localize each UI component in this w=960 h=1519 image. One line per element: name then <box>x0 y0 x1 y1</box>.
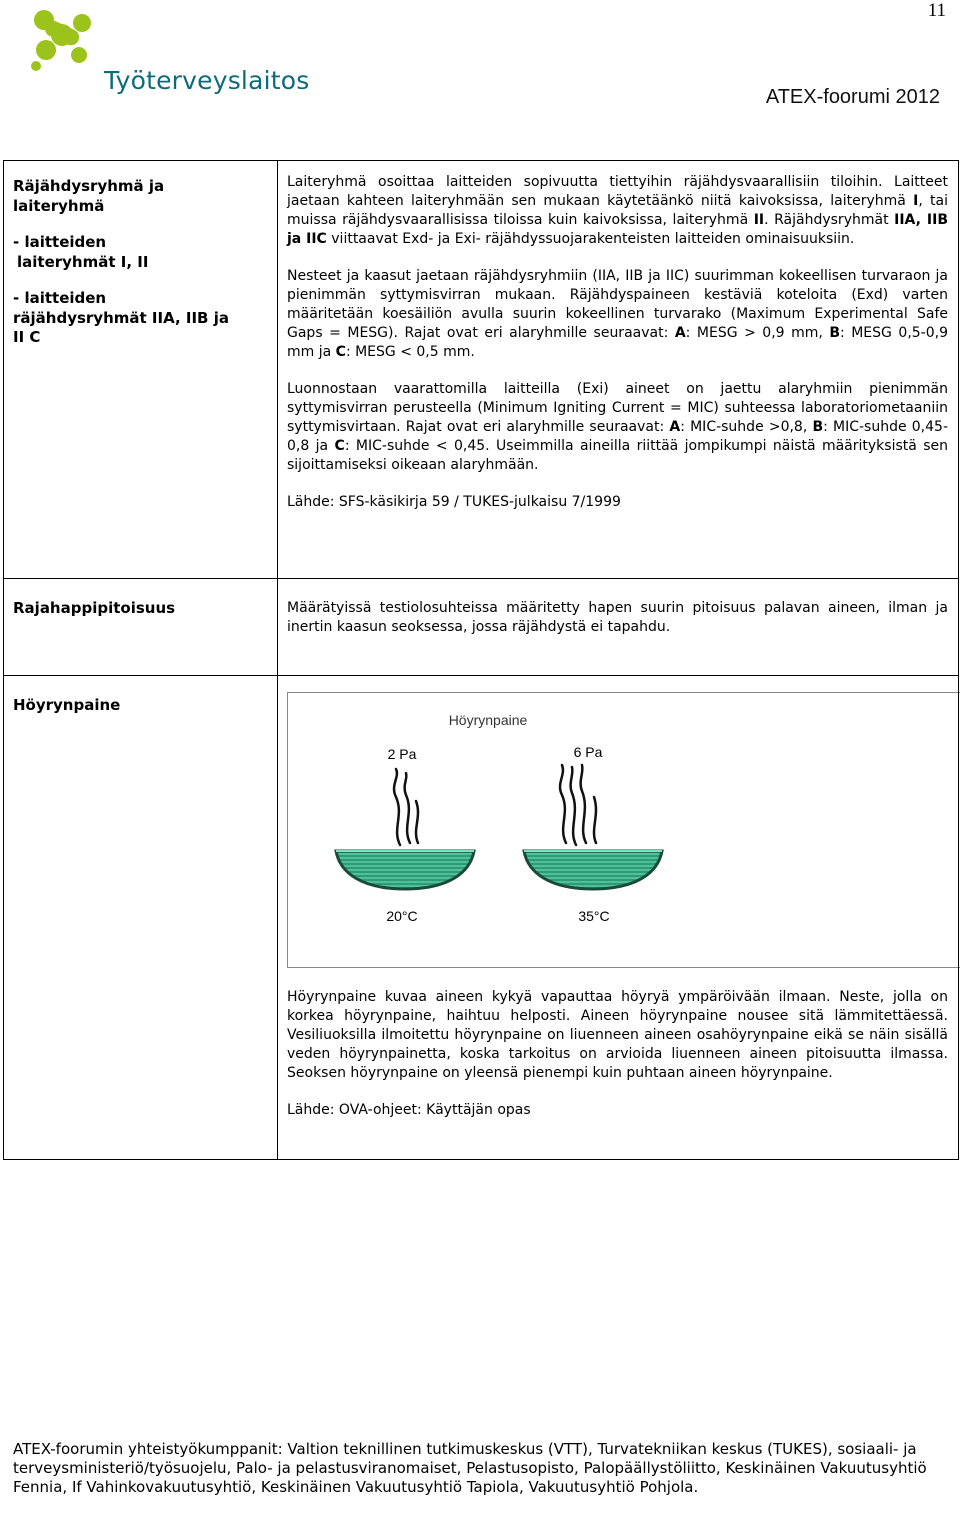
term-line: - laitteiden <box>13 233 107 251</box>
definition-cell <box>278 579 959 676</box>
term-line: II C <box>13 328 41 346</box>
left-pressure-label: 2 Pa <box>387 746 417 762</box>
definition-cell <box>278 161 959 579</box>
definition-cell <box>278 676 959 1160</box>
term-line: Rajahappipitoisuus <box>13 599 176 617</box>
paragraph-device-groups: Laiteryhmä osoittaa laitteiden sopivuutta tiettyihin räjähdysvaarallisiin tiloihin. Laitteet jaetaan kahteen laiteryhmään sen mukaan käytetäänkö niitä kaivoksissa, laiteryhmä I, tai muissa räjähdysvaarallisissa tiloissa kuin kaivoksissa, laiteryhmä II. Räjähdysryhmät IIA, IIB ja IIC viittaavat Exd- ja Exi- räjähdyssuojarakenteisten laitteiden ominaisuuksiin. <box>287 174 949 247</box>
left-bowl-icon <box>336 851 474 889</box>
paragraph-vapour-pressure: Höyrynpaine kuvaa aineen kykyä vapauttaa höyryä ympäröivään ilmaan. Neste, jolla on korkea höyrynpaine, haihtuu helposti. Aineen höyrynpaine nousee sitä lämmitettäessä. Vesiliuoksilla ilmoitettu höyrynpaine on liuenneen aineen osahöyrynpaine eikä se näin sisällä veden höyrynpainetta, koska tarkoitus on arvioida liuenneen aineen pitoisuutta ilmassa. Seoksen höyrynpaine on yleensä pienempi kuin puhtaan aineen höyrynpaine. <box>287 989 948 1081</box>
vapour-pressure-figure <box>287 692 960 968</box>
term-line: laiteryhmät I, II <box>17 252 149 271</box>
footer-partners: ATEX-foorumin yhteistyökumppanit: Valtion teknillinen tutkimuskeskus (VTT), Turvatekniikan keskus (TUKES), sosiaali- ja terveysministeriö/työsuojelu, Palo- ja pelastusviranomaiset, Pelastusopisto, Palopäällystöliitto, Keskinäinen Vakuutusyhtiö Fennia, If Vahinkovakuutusyhtiö, Keskinäinen Vakuutusyhtiö Tapiola, Vakuutusyhtiö Pohjola. <box>13 1440 927 1496</box>
right-vapour-icon <box>560 765 596 845</box>
left-vapour-icon <box>394 769 418 845</box>
term-line: räjähdysryhmät IIA, IIB ja <box>13 308 229 327</box>
definitions-table <box>3 160 959 1160</box>
paragraph-mic: Luonnostaan vaarattomilla laitteilla (Exi) aineet on jaettu alaryhmiin pienimmän syttymisvirran perusteella (Minimum Igniting Current = MIC) suhteessa laboratoriometaaniin syttymisvirtaan. Rajat ovat eri alaryhmille seuraavat: A: MIC-suhde >0,8, B: MIC-suhde 0,45-0,8 ja C: MIC-suhde < 0,45. Useimmilla aineilla riittää jompikumpi näistä määrityksistä sen sijoittamiseksi oikeaan alaryhmään. <box>287 381 949 473</box>
paragraph-mesg: Nesteet ja kaasut jaetaan räjähdysryhmiin (IIA, IIB ja IIC) suurimman kokeellisen turvaraon ja pienimmän syttymisvirran mukaan. Räjähdyspaineen kestäviä koteloita (Exd) varten määritetään koesäiliön avulla suurin kokeellinen turvarako (Maximum Experimental Safe Gaps = MESG). Rajat ovat eri alaryhmille seuraavat: A: MESG > 0,9 mm, B: MESG 0,5-0,9 mm ja C: MESG < 0,5 mm. <box>287 268 948 360</box>
logo-icon <box>26 8 116 78</box>
paragraph-oxygen-limit: Määrätyissä testiolosuhteissa määritetty hapen suurin pitoisuus palavan aineen, ilman ja inertin kaasun seoksessa, jossa räjähdystä ei tapahdu. <box>287 600 948 635</box>
right-pressure-label: 6 Pa <box>573 744 603 760</box>
term-cell <box>4 676 278 1160</box>
page-number: 11 <box>927 0 946 21</box>
right-temperature-label: 35°C <box>578 908 610 924</box>
term-line: - laitteiden <box>13 289 107 307</box>
source-line: Lähde: OVA-ohjeet: Käyttäjän opas <box>287 1102 531 1118</box>
right-bowl-icon <box>524 851 662 889</box>
table-row <box>4 676 959 1160</box>
term-line: Höyrynpaine <box>13 696 121 714</box>
source-line: Lähde: SFS-käsikirja 59 / TUKES-julkaisu 7/1999 <box>287 494 621 510</box>
logo-text: Työterveyslaitos <box>104 66 310 95</box>
term-cell <box>4 161 278 579</box>
table-row <box>4 161 959 579</box>
left-temperature-label: 20°C <box>386 908 418 924</box>
figure-title: Höyrynpaine <box>448 712 528 728</box>
logo <box>26 8 310 98</box>
term-line: Räjähdysryhmä ja <box>13 177 165 195</box>
table-row <box>4 579 959 676</box>
term-line: laiteryhmä <box>13 196 105 215</box>
term-cell <box>4 579 278 676</box>
header-title: ATEX-foorumi 2012 <box>765 86 940 108</box>
